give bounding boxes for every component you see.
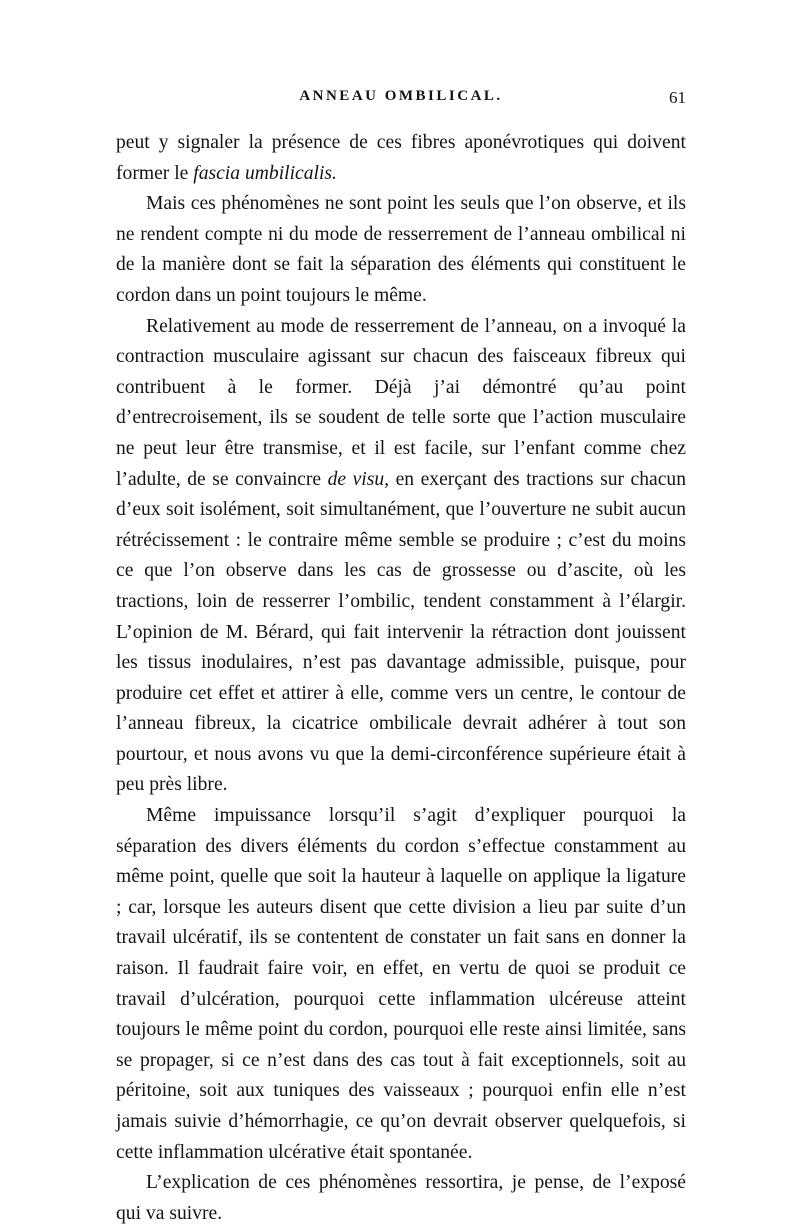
paragraph-4 (116, 801, 686, 1168)
paragraph-4-text: Même impuissance lorsqu’il s’agit d’expliquer pourquoi la séparation des divers éléments du cordon s’effectue constamment au même point, quelle que soit la hauteur à laquelle on applique la ligature ; car, lorsque les auteurs disent que cette division a lieu par suite d’un travail ulcératif, ils se contentent de constater un fait sans en donner la raison. Il faudrait faire voir, en effet, en vertu de quoi se produit ce travail d’ulcération, pourquoi cette inflammation ulcéreuse atteint toujours le même point du cordon, pourquoi elle reste ainsi limitée, sans se propager, si ce n’est dans des cas tout à fait exceptionnels, soit au péritoine, soit aux tuniques des vaisseaux ; pourquoi enfin elle n’est jamais suivie d’hémorrhagie, ce qu’on devrait observer quelquefois, si cette inflammation ulcérative était spontanée. (116, 805, 686, 1163)
paragraph-3-italic: de visu, (327, 468, 390, 490)
page-header (116, 88, 686, 112)
paragraph-1-text: peut y signaler la présence de ces fibres aponévrotiques qui doivent former le (116, 132, 686, 184)
body-text (116, 128, 686, 1229)
paragraph-3-text-b: en exerçant des tractions sur chacun d’eux soit isolément, soit simultanément, que l’ouverture ne subit aucun rétrécissement : le contraire même semble se produire ; c’est du moins ce que l’on observe dans les cas de grossesse ou d’ascite, où les tractions, loin de resserrer l’ombilic, tendent constamment à l’élargir. L’opinion de M. Bérard, qui fait intervenir la rétraction dont jouissent les tissus inodulaires, n’est pas davantage admissible, puisque, pour produire cet effet et attirer à elle, comme vers un centre, le contour de l’anneau fibreux, la cicatrice ombilicale devrait adhérer à tout son pourtour, et nous avons vu que la demi-circonférence supérieure était à peu près libre. (116, 468, 687, 796)
paragraph-5 (116, 1168, 686, 1229)
paragraph-2-text: Mais ces phénomènes ne sont point les seuls que l’on observe, et ils ne rendent compte ni du mode de resserrement de l’anneau ombilical ni de la manière dont se fait la séparation des éléments qui constituent le cordon dans un point toujours le même. (116, 193, 686, 306)
paragraph-1 (116, 128, 686, 189)
paragraph-5-text: L’explication de ces phénomènes ressortira, je pense, de l’exposé qui va suivre. (116, 1172, 686, 1224)
paragraph-1-italic: fascia umbilicalis. (193, 162, 337, 184)
paragraph-2 (116, 189, 686, 311)
page-number: 61 (669, 88, 686, 107)
paragraph-3-text-a: Relativement au mode de resserrement de l’anneau, on a invoqué la contraction musculaire agissant sur chacun des faisceaux fibreux qui contribuent à le former. Déjà j’ai démontré qu’au point d’entrecroisement, ils se soudent de telle sorte que l’action musculaire ne peut leur être transmise, et il est facile, sur l’enfant comme chez l’adulte, de se convaincre (116, 315, 686, 490)
running-head: ANNEAU OMBILICAL. (299, 88, 503, 104)
paragraph-3 (116, 312, 686, 802)
